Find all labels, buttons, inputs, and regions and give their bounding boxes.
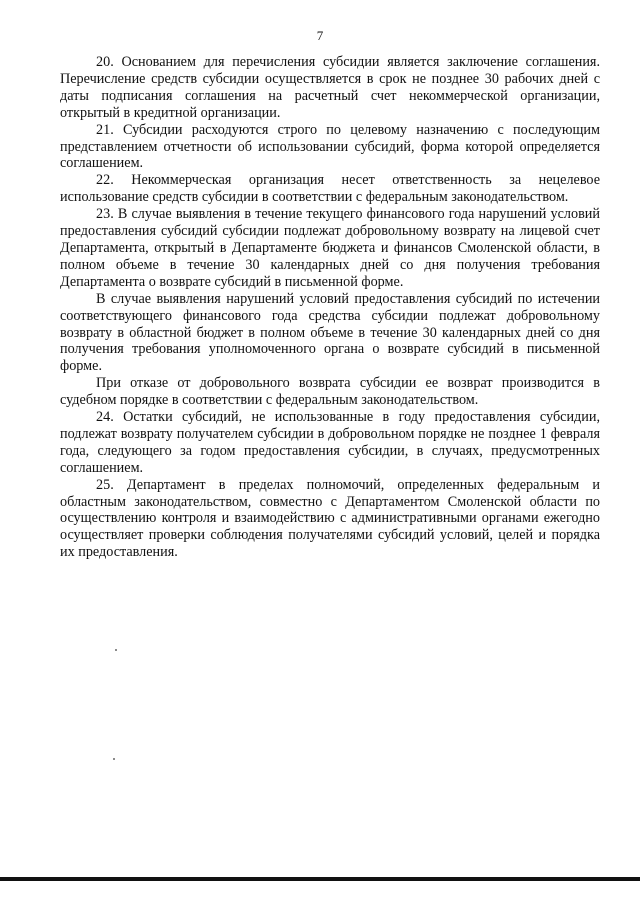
paragraph-20: 20. Основанием для перечисления субсидии является заключение соглашения. Перечисление средств субсидии осуществляется в срок не позднее 30 рабочих дней с даты подписания соглашения на расчетный счет некоммерческой организации, открытый в кредитной организации. (60, 54, 600, 121)
scan-edge-bar (0, 877, 640, 881)
paragraph-21: 21. Субсидии расходуются строго по целевому назначению с последующим представлением отчетности об использовании субсидий, форма которой определяется соглашением. (60, 121, 600, 172)
scan-speck (115, 649, 117, 651)
paragraph-25: 25. Департамент в пределах полномочий, определенных федеральным и областным законодательством, совместно с Департаментом Смоленской области по осуществлению контроля и взаимодействию с административными органами ежегодно осуществляет проверки соблюдения получателями субсидий условий, целей и порядка их предоставления. (60, 476, 600, 561)
paragraph-23-part-3: При отказе от добровольного возврата субсидии ее возврат производится в судебном порядке в соответствии с федеральным законодательством. (60, 375, 600, 409)
paragraph-22: 22. Некоммерческая организация несет ответственность за нецелевое использование средств субсидии в соответствии с федеральным законодательством. (60, 172, 600, 206)
scan-speck (113, 758, 115, 760)
paragraph-23: 23. В случае выявления в течение текущего финансового года нарушений условий предоставления субсидий субсидии подлежат добровольному возврату на лицевой счет Департамента, открытый в Департаменте бюджета и финансов Смоленской области, в полном объеме в течение 30 календарных дней со дня получения требования Департамента о возврате субсидий в письменной форме. (60, 206, 600, 290)
document-body (60, 54, 600, 561)
paragraph-24: 24. Остатки субсидий, не использованные в году предоставления субсидии, подлежат возврату получателем субсидии в добровольном порядке не позднее 1 февраля года, следующего за годом предоставления субсидии, в случаях, предусмотренных соглашением. (60, 409, 600, 476)
page-number: 7 (316, 28, 324, 43)
paragraph-23-part-2: В случае выявления нарушений условий предоставления субсидий по истечении соответствующего финансового года средства субсидии подлежат добровольному возврату в областной бюджет в полном объеме в течение 30 календарных дней со дня получения требования уполномоченного органа о возврате субсидий в письменной форме. (60, 290, 600, 375)
